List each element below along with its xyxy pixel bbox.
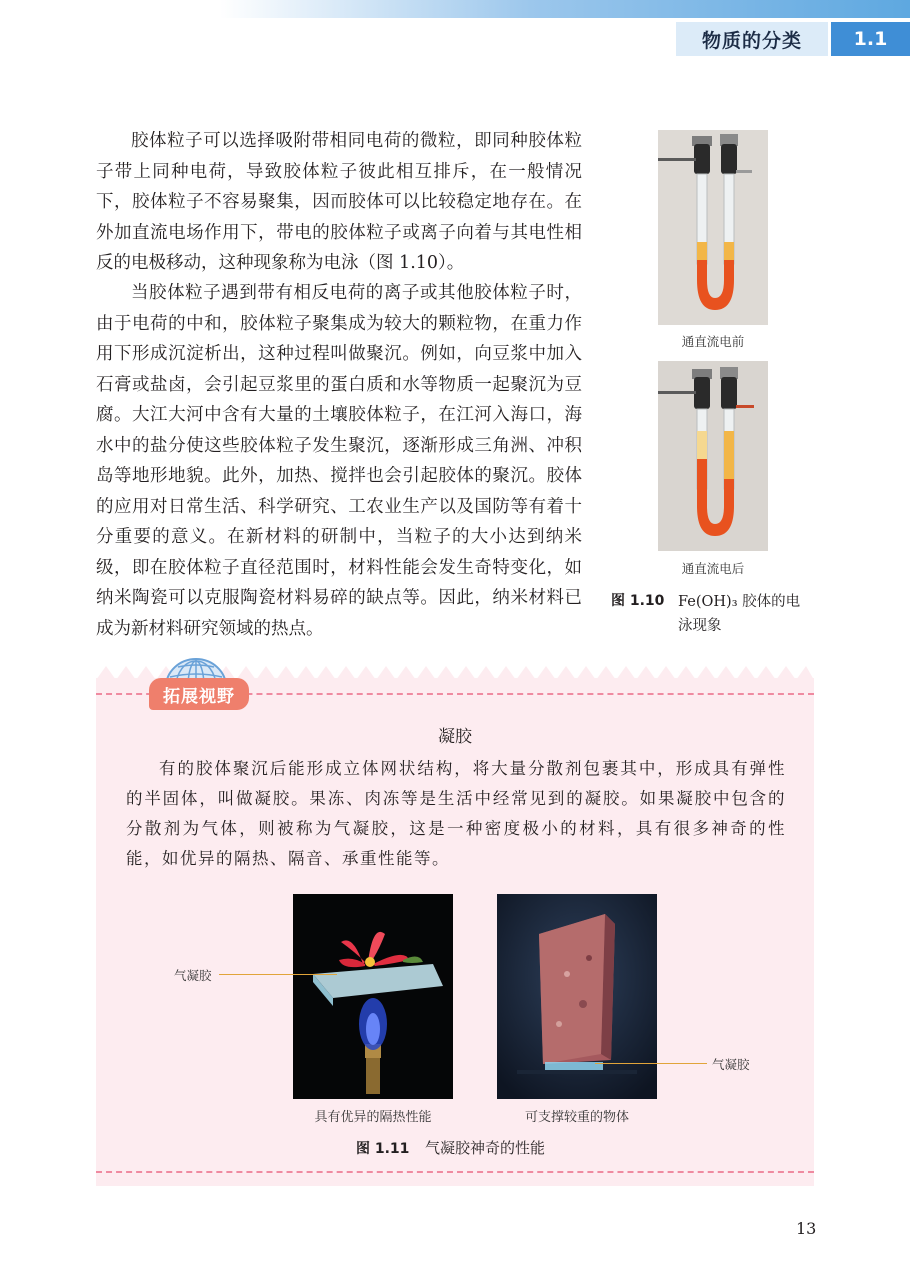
- pointer-line-2: [595, 1063, 707, 1064]
- figure-1-10-title: Fe(OH)₃ 胶体的电泳现象: [678, 594, 801, 634]
- subcaption-insulation: 具有优异的隔热性能: [314, 1110, 432, 1125]
- u-tube-photo-before: [658, 130, 768, 325]
- section-number: 1.1: [831, 22, 910, 56]
- pointer-line-1: [219, 974, 337, 975]
- extension-tag: 拓展视野: [149, 678, 249, 710]
- dashed-divider-bottom: [96, 1171, 814, 1173]
- aerogel-brick-photo: [497, 894, 657, 1099]
- paragraph-electrophoresis: 胶体粒子可以选择吸附带相同电荷的微粒，即同种胶体粒子带上同种电荷，导致胶体粒子彼此相互排斥，在一般情况下，胶体粒子不容易聚集，因而胶体可以比较稳定地存在。在外加直流电场作用下，带电的胶体粒子或离子向着与其电性相反的电极移动，这种现象称为电泳（图 1.10）。: [96, 131, 582, 273]
- header-gradient-bar: [220, 0, 910, 18]
- photo-caption-after: 通直流电后: [681, 561, 745, 576]
- section-title: 物质的分类: [676, 22, 828, 56]
- extension-paragraph: 有的胶体聚沉后能形成立体网状结构，将大量分散剂包裹其中，形成具有弹性的半固体，叫做凝胶。果冻、肉冻等是生活中经常见到的凝胶。如果凝胶中包含的分散剂为气体，则被称为气凝胶，这是一种密度极小的材料，具有很多神奇的性能，如优异的隔热、隔音、承重性能等。: [126, 759, 786, 868]
- figure-1-10-number: 图 1.10: [611, 593, 665, 609]
- aerogel-pointer-label-1: 气凝胶: [174, 968, 212, 983]
- aerogel-pointer-label-2: 气凝胶: [712, 1057, 750, 1072]
- aerogel-flame-photo: [293, 894, 453, 1099]
- page-number: 13: [796, 1219, 817, 1238]
- extension-title: 凝胶: [438, 727, 472, 747]
- u-tube-photo-after: [658, 361, 768, 551]
- paragraph-coagulation: 当胶体粒子遇到带有相反电荷的离子或其他胶体粒子时，由于电荷的中和，胶体粒子聚集成为较大的颗粒物，在重力作用下形成沉淀析出，这种过程叫做聚沉。例如，向豆浆中加入石膏或盐卤，会引起豆浆里的蛋白质和水等物质一起聚沉为豆腐。大江大河中含有大量的土壤胶体粒子，在江河入海口，海水中的盐分使这些胶体粒子发生聚沉，逐渐形成三角洲、冲积岛等地形地貌。此外，加热、搅拌也会引起胶体的聚沉。胶体的应用对日常生活、科学研究、工农业生产以及国防等有着十分重要的意义。在新材料的研制中，当粒子的大小达到纳米级，即在胶体粒子直径范围时，材料性能会发生奇特变化，如纳米陶瓷可以克服陶瓷材料易碎的缺点等。因此，纳米材料已成为新材料研究领域的热点。: [96, 283, 582, 639]
- subcaption-load-bearing: 可支撑较重的物体: [524, 1110, 629, 1125]
- photo-caption-before: 通直流电前: [681, 334, 745, 349]
- figure-1-11-title: 气凝胶神奇的性能: [425, 1139, 546, 1157]
- figure-1-11-number: 图 1.11: [356, 1141, 410, 1157]
